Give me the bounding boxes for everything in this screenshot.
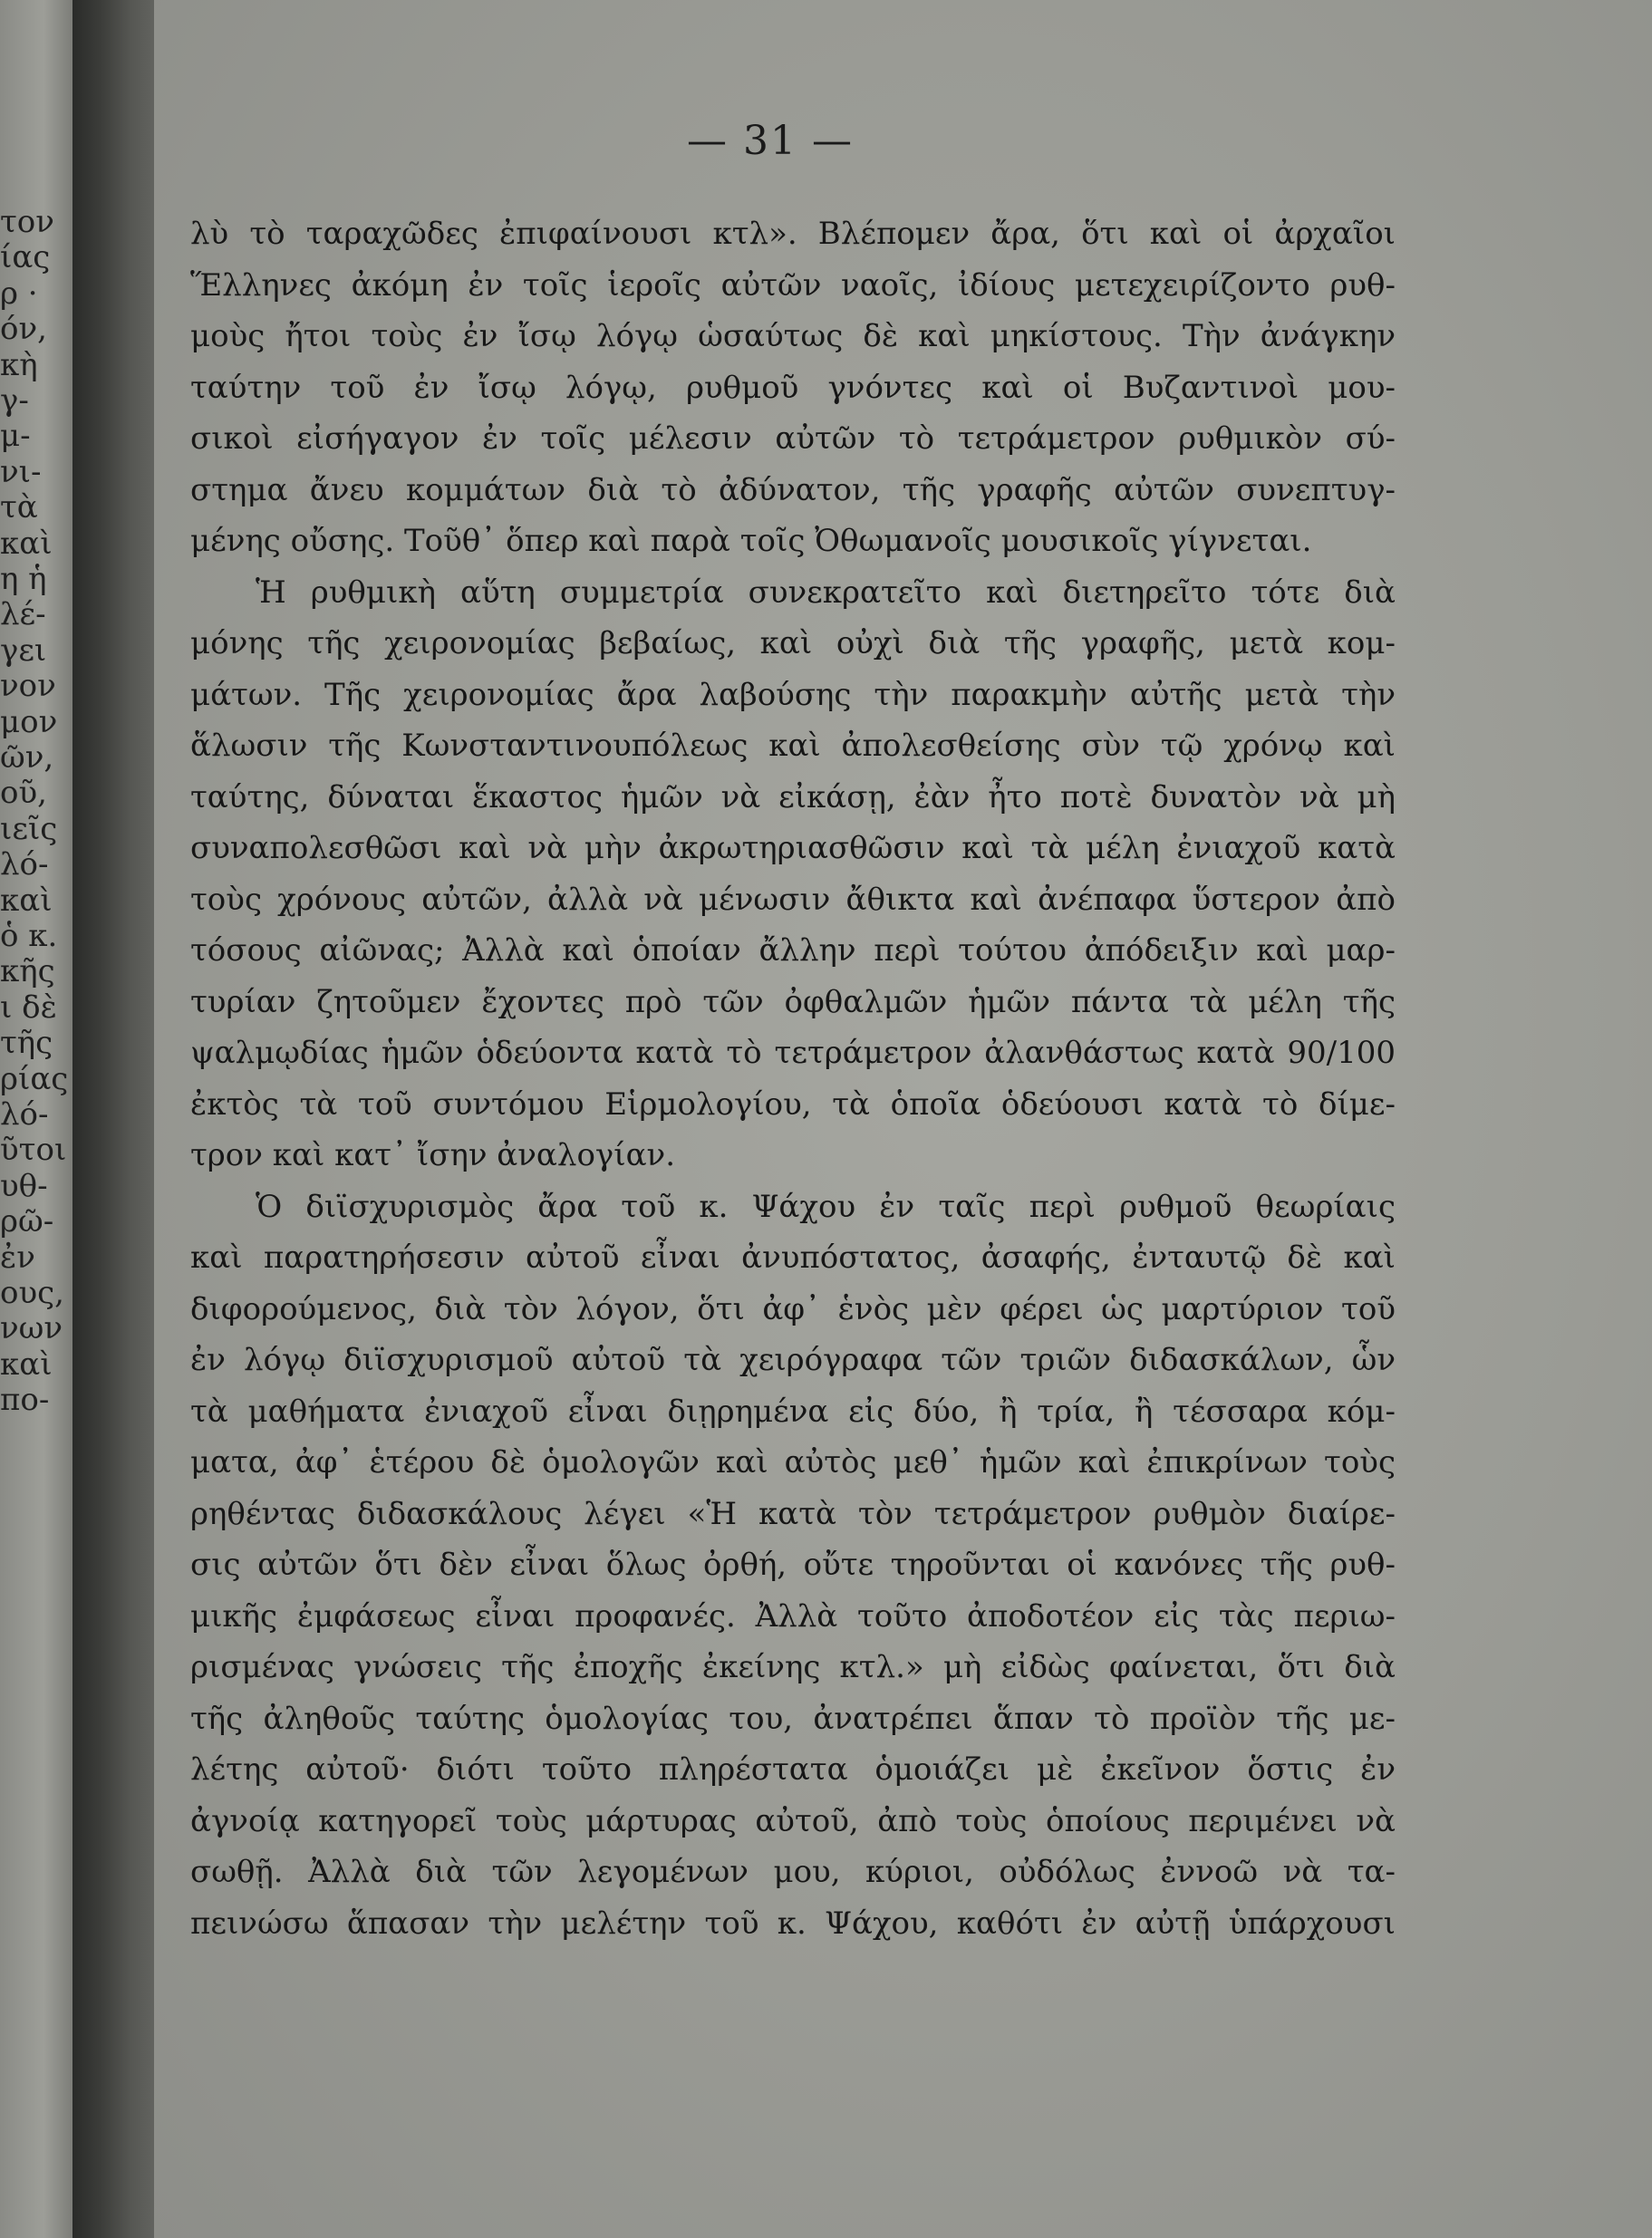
text-line: μένης οὔσης. Τοῦθ᾽ ὅπερ καὶ παρὰ τοῖς Ὀθωμανοῖς μουσικοῖς γίγνεται.: [190, 523, 1312, 559]
facing-page-fragment: νι-: [0, 453, 42, 490]
book-gutter: [72, 0, 154, 2238]
text-line: τῆς ἀληθοῦς ταύτης ὁμολογίας του, ἀνατρέπει ἅπαν τὸ προϊὸν τῆς με-: [190, 1700, 1396, 1737]
text-line: ματα, ἀφ᾽ ἑτέρου δὲ ὁμολογῶν καὶ αὐτὸς μεθ᾽ ἡμῶν καὶ ἐπικρίνων τοὺς: [190, 1444, 1396, 1481]
page-number: — 31 —: [687, 118, 854, 164]
text-line: συναπολεσθῶσι καὶ νὰ μὴν ἀκρωτηριασθῶσιν καὶ τὰ μέλη ἐνιαχοῦ κατὰ: [190, 830, 1396, 866]
text-line: διφορούμενος, διὰ τὸν λόγον, ὅτι ἀφ᾽ ἑνὸς μὲν φέρει ὡς μαρτύριον τοῦ: [190, 1290, 1396, 1327]
facing-page-fragment: μ-: [0, 418, 31, 455]
facing-page-fragment: ῶν,: [0, 739, 54, 776]
text-line: ρισμένας γνώσεις τῆς ἐποχῆς ἐκείνης κτλ.» μὴ εἰδὼς φαίνεται, ὅτι διὰ: [190, 1649, 1396, 1685]
facing-page-fragment: ρίας: [0, 1060, 69, 1097]
text-line: μόνης τῆς χειρονομίας βεβαίως, καὶ οὐχὶ διὰ τῆς γραφῆς, μετὰ κομ-: [190, 625, 1396, 661]
text-line: ἐν λόγῳ διϊσχυρισμοῦ αὐτοῦ τὰ χειρόγραφα τῶν τριῶν διδασκάλων, ὧν: [190, 1342, 1396, 1378]
facing-page-fragment: ῦτοι: [0, 1132, 67, 1169]
text-line: πεινώσω ἅπασαν τὴν μελέτην τοῦ κ. Ψάχου, καθότι ἐν αὐτῇ ὑπάρχουσι: [190, 1905, 1396, 1942]
facing-page-fragment: καὶ: [0, 525, 53, 562]
text-line: ἅλωσιν τῆς Κωνσταντινουπόλεως καὶ ἀπολεσθείσης σὺν τῷ χρόνῳ καὶ: [190, 728, 1396, 764]
text-line: τόσους αἰῶνας; Ἀλλὰ καὶ ὁποίαν ἄλλην περὶ τούτου ἀπόδειξιν καὶ μαρ-: [190, 932, 1396, 969]
facing-page-fragment: γει: [0, 632, 47, 669]
facing-page-fragment: κῆς: [0, 953, 55, 990]
text-line: μάτων. Τῆς χειρονομίας ἄρα λαβούσης τὴν παρακμὴν αὐτῆς μετὰ τὴν: [190, 676, 1396, 713]
facing-page-fragment: γ-: [0, 382, 29, 419]
book-page: [154, 0, 1652, 2238]
facing-page-fragment: ὁ κ.: [0, 918, 58, 954]
text-line: τρον καὶ κατ᾽ ἴσην ἀναλογίαν.: [190, 1137, 676, 1173]
text-line: τυρίαν ζητοῦμεν ἔχοντες πρὸ τῶν ὀφθαλμῶν ἡμῶν πάντα τὰ μέλη τῆς: [190, 983, 1396, 1020]
text-line: τοὺς χρόνους αὐτῶν, ἀλλὰ νὰ μένωσιν ἄθικτα καὶ ἀνέπαφα ὕστερον ἀπὸ: [190, 881, 1396, 918]
text-line: ψαλμῳδίας ἡμῶν ὁδεύοντα κατὰ τὸ τετράμετρον ἀλανθάστως κατὰ 90/100: [190, 1035, 1396, 1071]
text-line: Ἡ ρυθμικὴ αὕτη συμμετρία συνεκρατεῖτο καὶ διετηρεῖτο τότε διὰ: [256, 574, 1396, 611]
facing-page-fragment: ρ ·: [0, 275, 38, 312]
facing-page-fragment: ι δὲ: [0, 989, 57, 1026]
facing-page-fragment: ιεῖς: [0, 810, 58, 847]
facing-page-fragment: ίας: [0, 239, 51, 276]
text-line: σις αὐτῶν ὅτι δὲν εἶναι ὅλως ὀρθή, οὔτε τηροῦνται οἱ κανόνες τῆς ρυθ-: [190, 1547, 1396, 1583]
facing-page-edge: [0, 0, 72, 2238]
facing-page-fragment: κὴ: [0, 346, 38, 383]
facing-page-fragment: μον: [0, 703, 58, 740]
text-line: λέτης αὐτοῦ· διότι τοῦτο πληρέστατα ὁμοιάζει μὲ ἐκεῖνον ὅστις ἐν: [190, 1751, 1396, 1788]
text-line: μικῆς ἐμφάσεως εἶναι προφανές. Ἀλλὰ τοῦτο ἀποδοτέον εἰς τὰς περιω-: [190, 1597, 1396, 1635]
text-line: στημα ἄνευ κομμάτων διὰ τὸ ἀδύνατον, τῆς γραφῆς αὐτῶν συνεπτυγ-: [190, 471, 1396, 508]
facing-page-fragment: λό-: [0, 1096, 49, 1133]
facing-page-fragment: ρῶ-: [0, 1203, 54, 1240]
facing-page-fragment: η ἡ: [0, 561, 47, 597]
text-line: λὺ τὸ ταραχῶδες ἐπιφαίνουσι κτλ». Βλέπομεν ἄρα, ὅτι καὶ οἱ ἀρχαῖοι: [190, 216, 1396, 252]
facing-page-fragment: τῆς: [0, 1025, 53, 1062]
text-line: τὰ μαθήματα ἐνιαχοῦ εἶναι διῃρημένα εἰς δύο, ἢ τρία, ἢ τέσσαρα κόμ-: [190, 1393, 1396, 1430]
facing-page-fragment: καὶ: [0, 1346, 53, 1383]
facing-page-fragment: τὰ: [0, 489, 38, 526]
facing-page-fragment: καὶ: [0, 882, 53, 919]
text-line: ἐκτὸς τὰ τοῦ συντόμου Εἱρμολογίου, τὰ ὁποῖα ὁδεύουσι κατὰ τὸ δίμε-: [190, 1085, 1396, 1123]
facing-page-fragment: οῦ,: [0, 775, 47, 812]
facing-page-fragment: υθ-: [0, 1167, 48, 1204]
facing-page-fragment: λό-: [0, 846, 49, 883]
facing-page-fragment: ους,: [0, 1275, 64, 1311]
facing-page-fragment: όν,: [0, 311, 47, 348]
text-line: Ὁ διϊσχυρισμὸς ἄρα τοῦ κ. Ψάχου ἐν ταῖς περὶ ρυθμοῦ θεωρίαις: [256, 1188, 1396, 1225]
text-line: καὶ παρατηρήσεσιν αὐτοῦ εἶναι ἀνυπόστατος, ἀσαφής, ἐνταυτῷ δὲ καὶ: [190, 1240, 1396, 1276]
text-line: μοὺς ἤτοι τοὺς ἐν ἴσῳ λόγῳ ὡσαύτως δὲ καὶ μηκίστους. Τὴν ἀνάγκην: [190, 318, 1396, 354]
text-line: σικοὶ εἰσήγαγον ἐν τοῖς μέλεσιν αὐτῶν τὸ τετράμετρον ρυθμικὸν σύ-: [190, 420, 1396, 457]
facing-page-fragment: πο-: [0, 1382, 50, 1419]
facing-page-fragment: νων: [0, 1310, 63, 1347]
text-line: ταύτης, δύναται ἕκαστος ἡμῶν νὰ εἰκάσῃ, ἐὰν ἦτο ποτὲ δυνατὸν νὰ μὴ: [190, 778, 1396, 815]
facing-page-fragment: λέ-: [0, 596, 46, 633]
text-line: σωθῇ. Ἀλλὰ διὰ τῶν λεγομένων μου, κύριοι, οὐδόλως ἐννοῶ νὰ τα-: [190, 1854, 1396, 1890]
text-line: ἀγνοίᾳ κατηγορεῖ τοὺς μάρτυρας αὐτοῦ, ἀπὸ τοὺς ὁποίους περιμένει νὰ: [190, 1802, 1396, 1839]
facing-page-fragment: τον: [0, 204, 54, 240]
facing-page-fragment: νον: [0, 668, 56, 705]
facing-page-fragment: ἐν: [0, 1239, 35, 1276]
text-line: ταύτην τοῦ ἐν ἴσῳ λόγῳ, ρυθμοῦ γνόντες καὶ οἱ Βυζαντινοὶ μου-: [190, 369, 1396, 406]
text-line: ρηθέντας διδασκάλους λέγει «Ἡ κατὰ τὸν τετράμετρον ρυθμὸν διαίρε-: [190, 1495, 1396, 1532]
text-line: Ἕλληνες ἀκόμη ἐν τοῖς ἱεροῖς αὐτῶν ναοῖς, ἰδίους μετεχειρίζοντο ρυθ-: [190, 266, 1396, 304]
